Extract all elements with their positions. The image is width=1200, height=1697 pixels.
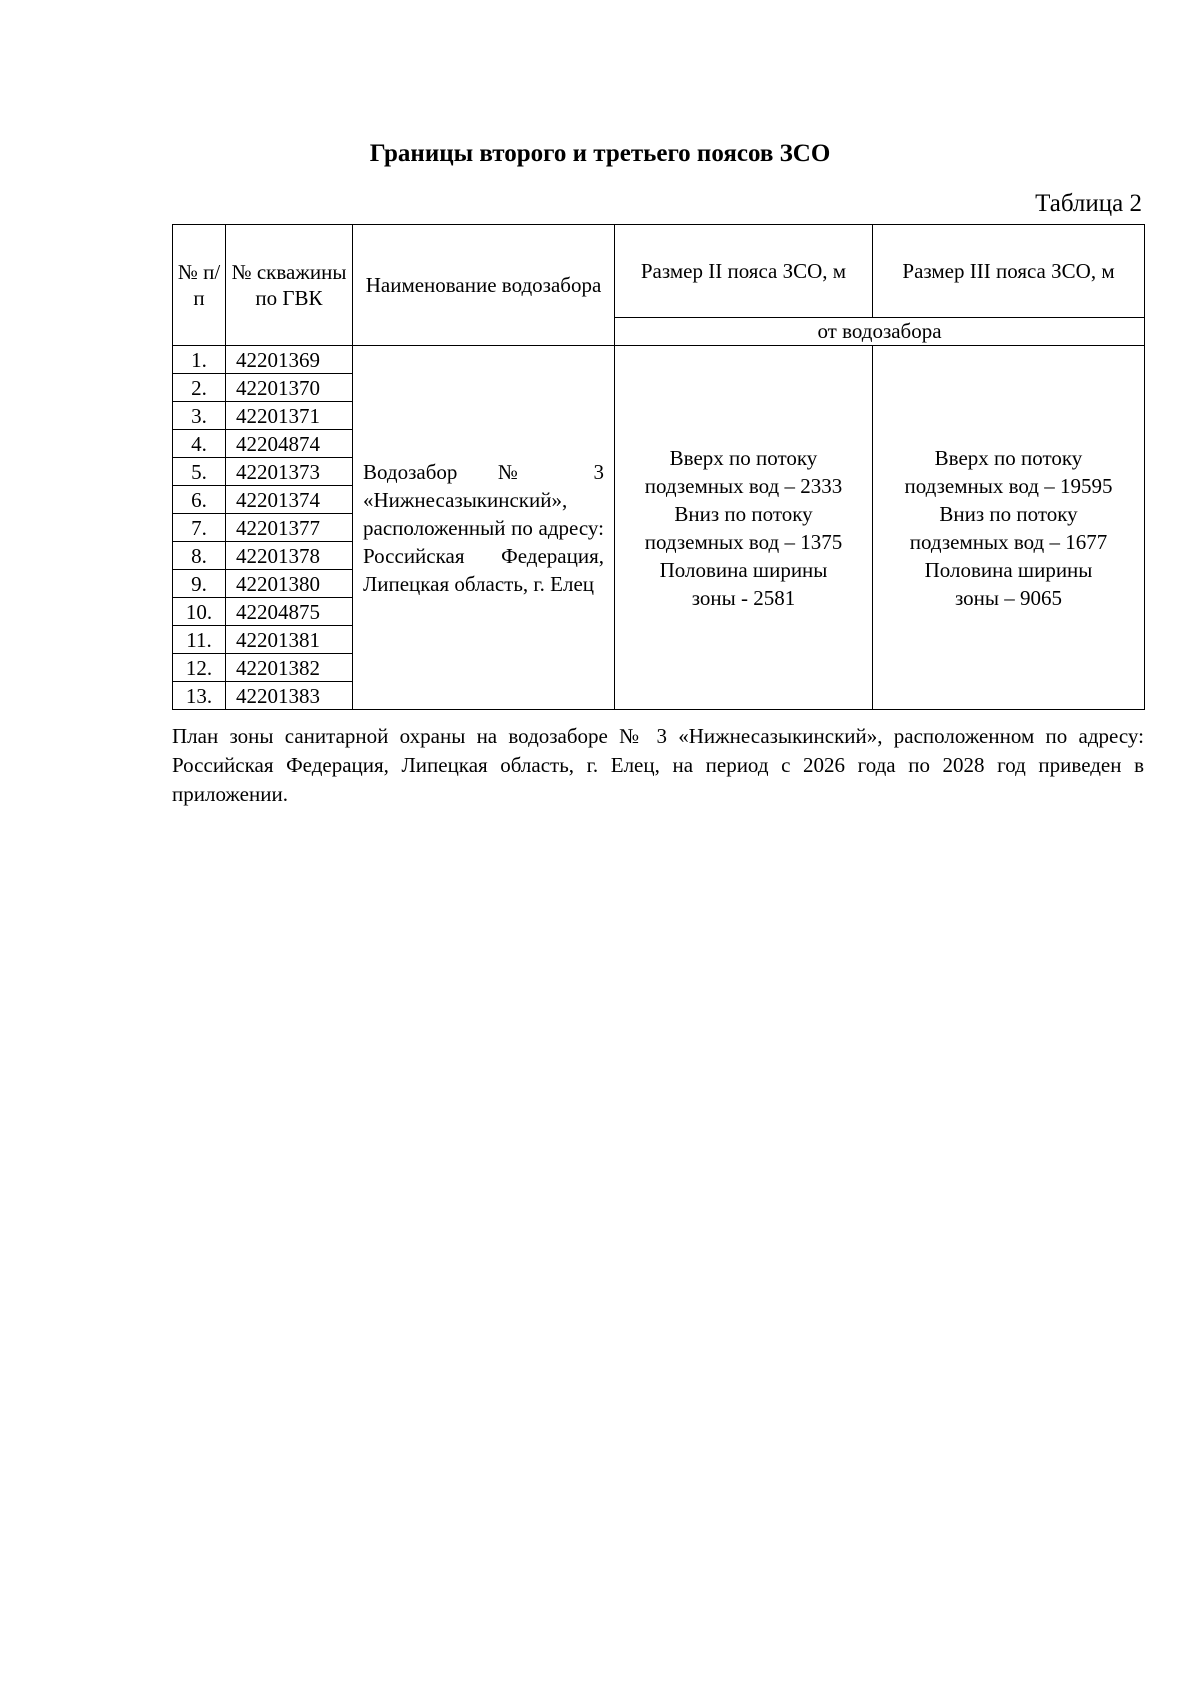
header-zone2: Размер II пояса ЗСО, м — [615, 225, 873, 318]
footer-paragraph: План зоны санитарной охраны на водозаборе № 3 «Нижнесазыкинский», расположенном по адресу: Российская Федерация, Липецкая область, г. Елец, на период с 2026 года по 2028 год приведен в приложении. — [172, 724, 1144, 806]
row-number: 9. — [173, 570, 226, 598]
zone2-line: Половина ширины — [659, 557, 828, 582]
well-number: 42201377 — [226, 514, 353, 542]
zone3-line: зоны – 9065 — [954, 585, 1063, 610]
well-number: 42201382 — [226, 654, 353, 682]
row-number: 3. — [173, 402, 226, 430]
zone2-line: подземных вод – 2333 — [644, 473, 843, 498]
row-number: 11. — [173, 626, 226, 654]
well-number: 42201378 — [226, 542, 353, 570]
well-number: 42201370 — [226, 374, 353, 402]
zone3-line: подземных вод – 1677 — [909, 529, 1108, 554]
zone3-line: Вниз по потоку — [939, 501, 1078, 526]
table-label: Таблица 2 — [1035, 190, 1142, 217]
zone2-line: подземных вод – 1375 — [644, 529, 843, 554]
header-name: Наименование водозабора — [353, 225, 615, 346]
table-row — [173, 346, 1145, 374]
header-well: № скважины по ГВК — [226, 225, 353, 346]
well-number: 42204875 — [226, 598, 353, 626]
row-number: 5. — [173, 458, 226, 486]
row-number: 12. — [173, 654, 226, 682]
row-number: 2. — [173, 374, 226, 402]
row-number: 7. — [173, 514, 226, 542]
intake-name: Водозабор № 3 «Нижнесазыкинский», расположенный по адресу: Российская Федерация, Липецкая область, г. Елец — [353, 346, 615, 710]
zone3-size — [873, 346, 1145, 710]
well-number: 42201380 — [226, 570, 353, 598]
zso-table — [172, 224, 1145, 710]
row-number: 13. — [173, 682, 226, 710]
well-number: 42201383 — [226, 682, 353, 710]
row-number: 8. — [173, 542, 226, 570]
well-number: 42201371 — [226, 402, 353, 430]
header-num: № п/п — [173, 225, 226, 346]
well-number: 42201373 — [226, 458, 353, 486]
row-number: 10. — [173, 598, 226, 626]
row-number: 1. — [173, 346, 226, 374]
zone3-line: подземных вод – 19595 — [904, 473, 1113, 498]
header-zone3: Размер III пояса ЗСО, м — [873, 225, 1145, 318]
page-title: Границы второго и третьего поясов ЗСО — [369, 140, 831, 167]
row-number: 4. — [173, 430, 226, 458]
well-number: 42201381 — [226, 626, 353, 654]
well-number: 42204874 — [226, 430, 353, 458]
table-body — [173, 346, 1145, 710]
well-number: 42201369 — [226, 346, 353, 374]
zone2-size — [615, 346, 873, 710]
well-number: 42201374 — [226, 486, 353, 514]
zone2-line: Вверх по потоку — [669, 445, 818, 470]
zone2-line: Вниз по потоку — [674, 501, 813, 526]
header-subheader: от водозабора — [615, 318, 1145, 346]
zone3-line: Половина ширины — [924, 557, 1093, 582]
row-number: 6. — [173, 486, 226, 514]
zone3-line: Вверх по потоку — [934, 445, 1083, 470]
zone2-line: зоны - 2581 — [691, 585, 796, 610]
